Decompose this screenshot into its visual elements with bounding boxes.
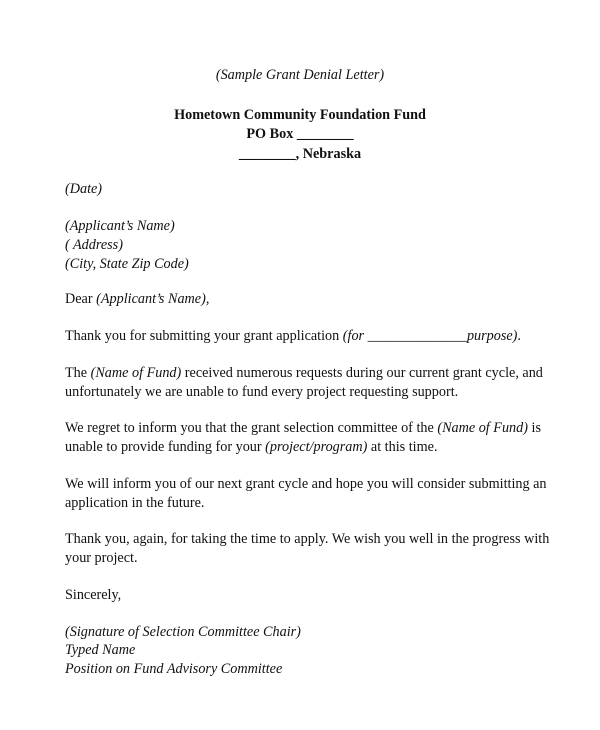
typed-name: Typed Name <box>65 642 136 658</box>
closing: Sincerely, <box>65 587 122 603</box>
regret-text-b: is <box>527 420 541 436</box>
paragraph-well-wishes-line-1: Thank you, again, for taking the time to apply. We wish you well in the progress with <box>65 531 550 547</box>
paragraph-requests-line-1 <box>65 364 543 383</box>
applicant-name: (Applicant’s Name) <box>65 218 175 234</box>
letter-date: (Date) <box>65 181 103 197</box>
paragraph-next-cycle-line-2: application in the future. <box>65 495 205 511</box>
requests-text-a: The <box>65 365 91 381</box>
fund-name-field: (Name of Fund) <box>437 420 528 436</box>
project-field: (project/program) <box>265 439 368 455</box>
paragraph-next-cycle-line-1: We will inform you of our next grant cycle and hope you will consider submitting an <box>65 476 547 492</box>
paragraph-regret-line-2 <box>65 438 438 457</box>
fund-name-field: (Name of Fund) <box>90 365 182 381</box>
paragraph-well-wishes-line-2: your project. <box>65 550 138 566</box>
applicant-city: (City, State Zip Code) <box>65 256 189 272</box>
salutation-prefix: Dear <box>65 291 97 307</box>
position-title: Position on Fund Advisory Committee <box>65 661 283 677</box>
organization-name: Hometown Community Foundation Fund <box>174 107 426 123</box>
salutation-name: (Applicant’s Name) <box>96 291 206 307</box>
regret-text-a: We regret to inform you that the grant selection committee of the <box>65 420 438 436</box>
sample-caption: (Sample Grant Denial Letter) <box>215 67 385 83</box>
thanks-end: . <box>517 328 521 344</box>
applicant-address: ( Address) <box>65 237 123 253</box>
regret-text-d: at this time. <box>367 439 438 455</box>
paragraph-thanks <box>65 327 521 346</box>
paragraph-requests-line-2: unfortunately we are unable to fund every project requesting support. <box>65 384 459 400</box>
thanks-text: Thank you for submitting your grant application <box>65 328 343 344</box>
regret-text-c: unable to provide funding for your <box>65 439 266 455</box>
signature-line: (Signature of Selection Committee Chair) <box>65 624 301 640</box>
city-state: ________, Nebraska <box>238 146 362 162</box>
salutation <box>65 290 209 309</box>
paragraph-regret-line-1 <box>65 419 541 438</box>
purpose-field: (for ______________purpose) <box>342 328 518 344</box>
po-box: PO Box ________ <box>246 126 354 142</box>
salutation-suffix: , <box>205 291 210 307</box>
requests-text-b: received numerous requests during our current grant cycle, and <box>181 365 543 381</box>
